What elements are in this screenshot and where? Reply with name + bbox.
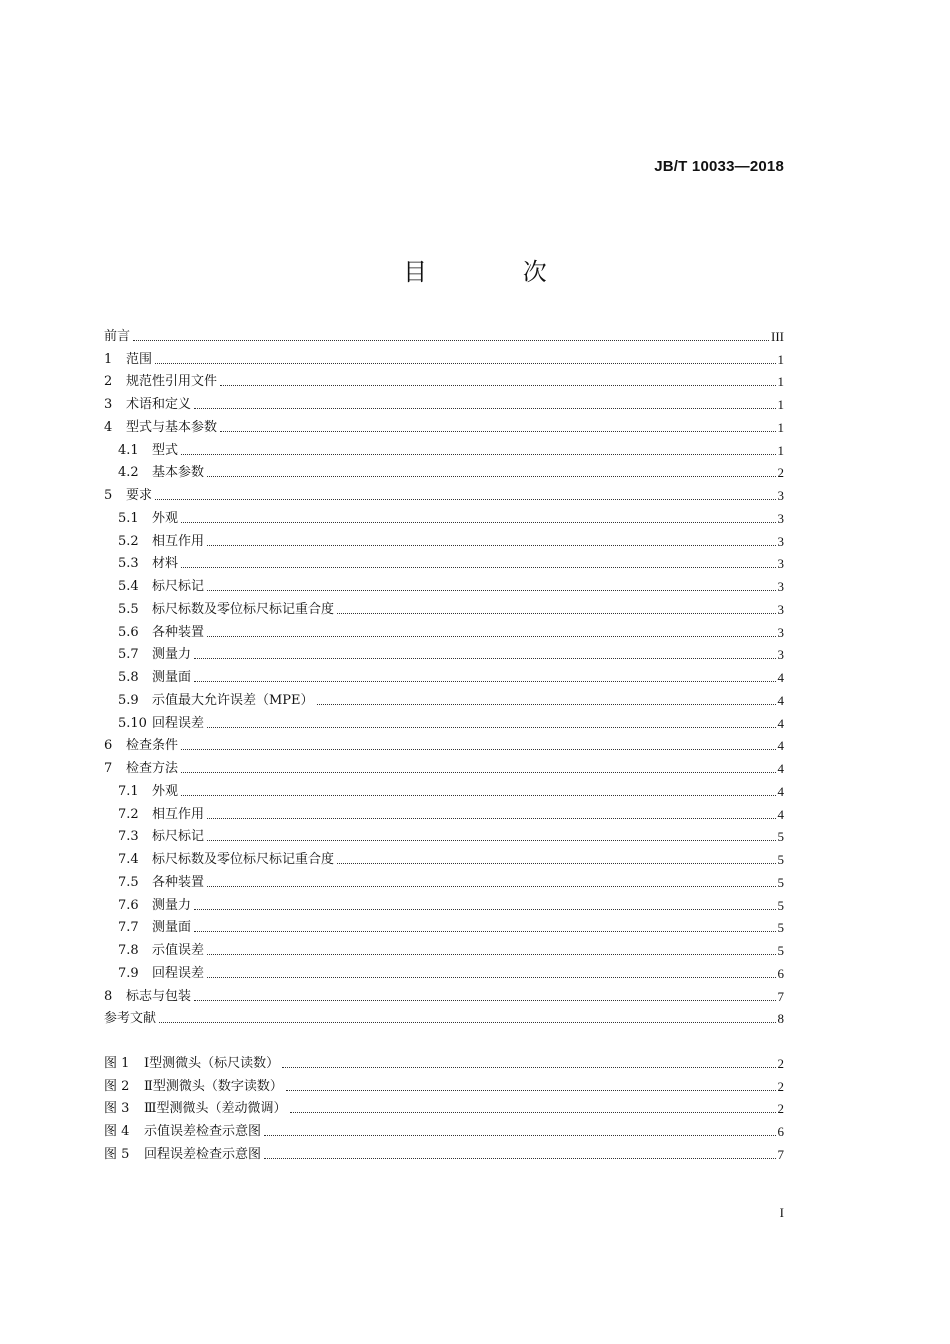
- toc-label: 范围: [126, 351, 153, 367]
- toc-label: 标尺标记: [152, 829, 205, 845]
- toc-label: 标尺标数及零位标尺标记重合度: [152, 601, 335, 617]
- toc-label: 回程误差: [152, 715, 205, 731]
- toc-page: 3: [777, 556, 784, 572]
- figure-number: 图 4: [104, 1124, 130, 1139]
- toc-page: 3: [777, 533, 784, 549]
- toc-number: 7.8: [118, 943, 139, 958]
- dot-leader: [207, 977, 775, 978]
- toc-label: 基本参数: [152, 465, 205, 481]
- dot-leader: [220, 385, 775, 386]
- toc-page: 3: [777, 488, 784, 503]
- toc-entry[interactable]: [104, 800, 784, 823]
- figure-label: Ⅱ型测微头（数字读数）: [144, 1078, 283, 1094]
- toc-entry[interactable]: [104, 459, 784, 482]
- dot-leader: [207, 476, 775, 477]
- toc-page: 4: [777, 738, 784, 754]
- dot-leader: [207, 727, 775, 728]
- dot-leader: [264, 1135, 775, 1136]
- toc-number: 5.4: [118, 579, 139, 594]
- toc-page: 5: [777, 829, 784, 845]
- toc-page: 5: [777, 874, 784, 890]
- toc-page: 4: [777, 692, 784, 708]
- toc-number: 4.2: [118, 465, 139, 481]
- dot-leader: [133, 340, 769, 341]
- toc-entry[interactable]: [104, 641, 784, 664]
- toc-label: 标尺标数及零位标尺标记重合度: [152, 852, 335, 867]
- toc-page: 5: [777, 897, 784, 913]
- toc-number: 3: [104, 397, 113, 412]
- toc-number: 5.8: [118, 670, 139, 685]
- toc-number: 7: [104, 761, 113, 776]
- toc-page: 8: [777, 1011, 784, 1027]
- toc-entry[interactable]: [104, 709, 784, 732]
- toc-entry[interactable]: [104, 322, 784, 345]
- toc-page: 1: [777, 419, 784, 435]
- toc-label: 标尺标记: [152, 579, 205, 594]
- standard-number: JB/T 10033—2018: [654, 158, 784, 175]
- toc-label: 外观: [152, 783, 179, 799]
- toc-entry[interactable]: [104, 914, 784, 937]
- figure-label: Ⅲ型测微头（差动微调）: [144, 1101, 287, 1117]
- toc-entry[interactable]: [104, 845, 784, 868]
- toc-number: 7.4: [118, 852, 139, 867]
- toc-label: 术语和定义: [126, 397, 192, 412]
- figure-page: 2: [777, 1101, 784, 1117]
- toc-entry[interactable]: [104, 959, 784, 982]
- toc-number: 5.7: [118, 647, 139, 663]
- dot-leader: [181, 749, 775, 750]
- toc-page: 3: [777, 647, 784, 663]
- dot-leader: [207, 590, 775, 591]
- figure-number: 图 3: [104, 1101, 130, 1117]
- toc-page: 4: [777, 761, 784, 776]
- toc-number: 2: [104, 374, 113, 390]
- dot-leader: [181, 772, 775, 773]
- toc-page: 1: [777, 374, 784, 390]
- toc-number: 5: [104, 488, 113, 503]
- dot-leader: [337, 613, 775, 614]
- toc-page: 4: [777, 806, 784, 822]
- toc-entry[interactable]: [104, 891, 784, 914]
- toc-number: 5.3: [118, 556, 139, 572]
- dot-leader: [194, 909, 775, 910]
- dot-leader: [207, 636, 775, 637]
- toc-page: 1: [777, 351, 784, 367]
- figure-number: 图 5: [104, 1146, 130, 1162]
- figure-entry[interactable]: [104, 1049, 784, 1072]
- toc-entry[interactable]: [104, 572, 784, 595]
- toc-entry[interactable]: [104, 663, 784, 686]
- table-of-contents: [104, 322, 784, 1027]
- toc-number: 8: [104, 988, 113, 1004]
- dot-leader: [194, 681, 775, 682]
- toc-entry[interactable]: [104, 982, 784, 1005]
- dot-leader: [194, 1000, 775, 1001]
- dot-leader: [194, 658, 775, 659]
- toc-page: 5: [777, 943, 784, 958]
- toc-label: 参考文献: [104, 1011, 157, 1027]
- toc-entry[interactable]: [104, 618, 784, 641]
- toc-entry[interactable]: [104, 368, 784, 391]
- toc-number: 7.2: [118, 806, 139, 822]
- toc-label: 要求: [126, 488, 153, 503]
- toc-number: 5.9: [118, 692, 139, 708]
- toc-page: 4: [777, 715, 784, 731]
- dot-leader: [207, 818, 775, 819]
- toc-label: 各种装置: [152, 874, 205, 890]
- dot-leader: [181, 795, 775, 796]
- toc-label: 型式与基本参数: [126, 419, 218, 435]
- dot-leader: [207, 886, 775, 887]
- figure-entry[interactable]: [104, 1095, 784, 1118]
- toc-number: 7.3: [118, 829, 139, 845]
- toc-page: 1: [777, 442, 784, 458]
- dot-leader: [194, 408, 775, 409]
- toc-entry[interactable]: [104, 777, 784, 800]
- toc-number: 6: [104, 738, 113, 754]
- toc-number: 7.5: [118, 874, 139, 890]
- page-title: 目 次: [403, 258, 591, 286]
- toc-entry[interactable]: [104, 504, 784, 527]
- dot-leader: [181, 567, 775, 568]
- toc-page: 5: [777, 852, 784, 867]
- toc-page: 3: [777, 601, 784, 617]
- figure-entry[interactable]: [104, 1117, 784, 1140]
- toc-label: 测量力: [152, 647, 192, 663]
- toc-page: 3: [777, 510, 784, 526]
- dot-leader: [194, 931, 775, 932]
- toc-entry[interactable]: [104, 345, 784, 368]
- dot-leader: [207, 840, 775, 841]
- figure-page: 2: [777, 1078, 784, 1094]
- figure-entry[interactable]: [104, 1072, 784, 1095]
- figure-label: Ⅰ型测微头（标尺读数）: [144, 1055, 280, 1071]
- figure-entry[interactable]: [104, 1140, 784, 1163]
- toc-number: 7.9: [118, 965, 139, 981]
- toc-number: 5.10: [118, 715, 147, 731]
- toc-label: 各种装置: [152, 624, 205, 640]
- toc-entry[interactable]: [104, 868, 784, 891]
- dot-leader: [207, 954, 775, 955]
- figure-page: 2: [777, 1055, 784, 1071]
- dot-leader: [290, 1112, 776, 1113]
- toc-label: 规范性引用文件: [126, 374, 218, 390]
- toc-label: 测量力: [152, 897, 192, 913]
- toc-number: 7.1: [118, 783, 139, 799]
- dot-leader: [264, 1158, 775, 1159]
- toc-label: 示值误差: [152, 943, 205, 958]
- toc-entry[interactable]: [104, 732, 784, 755]
- toc-number: 5.1: [118, 510, 139, 526]
- toc-entry[interactable]: [104, 823, 784, 846]
- toc-page: 3: [777, 579, 784, 594]
- toc-number: 4: [104, 419, 113, 435]
- toc-label: 外观: [152, 510, 179, 526]
- figure-label: 回程误差检查示意图: [144, 1146, 262, 1162]
- toc-entry[interactable]: [104, 550, 784, 573]
- dot-leader: [282, 1067, 775, 1068]
- dot-leader: [337, 863, 775, 864]
- toc-label: 测量面: [152, 670, 192, 685]
- toc-page: 2: [777, 465, 784, 481]
- dot-leader: [220, 431, 775, 432]
- toc-entry[interactable]: [104, 1005, 784, 1028]
- toc-page: 3: [777, 624, 784, 640]
- toc-page: 6: [777, 965, 784, 981]
- toc-number: 4.1: [118, 442, 139, 458]
- toc-label: 相互作用: [152, 806, 205, 822]
- toc-page: 1: [777, 397, 784, 412]
- toc-label: 检查条件: [126, 738, 179, 754]
- toc-page: III: [771, 328, 784, 344]
- toc-label: 标志与包装: [126, 988, 192, 1004]
- toc-entry[interactable]: [104, 481, 784, 504]
- figure-number: 图 1: [104, 1055, 130, 1071]
- toc-label: 测量面: [152, 920, 192, 936]
- toc-entry[interactable]: [104, 527, 784, 550]
- page-number: I: [779, 1205, 784, 1220]
- toc-page: 7: [777, 988, 784, 1004]
- list-of-figures: [104, 1049, 784, 1163]
- toc-label: 材料: [152, 556, 179, 572]
- toc-number: 5.6: [118, 624, 139, 640]
- toc-entry[interactable]: [104, 754, 784, 777]
- figure-page: 6: [777, 1124, 784, 1139]
- toc-number: 7.6: [118, 897, 139, 913]
- toc-entry[interactable]: [104, 413, 784, 436]
- toc-number: 5.5: [118, 601, 139, 617]
- figure-page: 7: [777, 1146, 784, 1162]
- toc-entry[interactable]: [104, 686, 784, 709]
- dot-leader: [207, 545, 775, 546]
- dot-leader: [181, 454, 775, 455]
- toc-number: 7.7: [118, 920, 139, 936]
- figure-number: 图 2: [104, 1078, 130, 1094]
- toc-page: 5: [777, 920, 784, 936]
- dot-leader: [181, 522, 775, 523]
- toc-page: 4: [777, 783, 784, 799]
- toc-label: 回程误差: [152, 965, 205, 981]
- toc-label: 相互作用: [152, 533, 205, 549]
- figure-label: 示值误差检查示意图: [144, 1124, 262, 1139]
- dot-leader: [159, 1022, 775, 1023]
- toc-number: 5.2: [118, 533, 139, 549]
- dot-leader: [317, 704, 776, 705]
- toc-label: 示值最大允许误差（MPE）: [152, 692, 314, 708]
- toc-label: 检查方法: [126, 761, 179, 776]
- dot-leader: [155, 499, 775, 500]
- toc-number: 1: [104, 351, 113, 367]
- toc-entry[interactable]: [104, 390, 784, 413]
- toc-entry[interactable]: [104, 936, 784, 959]
- toc-entry[interactable]: [104, 595, 784, 618]
- toc-label: 型式: [152, 442, 179, 458]
- toc-page: 4: [777, 670, 784, 685]
- toc-entry[interactable]: [104, 436, 784, 459]
- dot-leader: [155, 363, 775, 364]
- toc-label: 前言: [104, 328, 131, 344]
- dot-leader: [286, 1090, 776, 1091]
